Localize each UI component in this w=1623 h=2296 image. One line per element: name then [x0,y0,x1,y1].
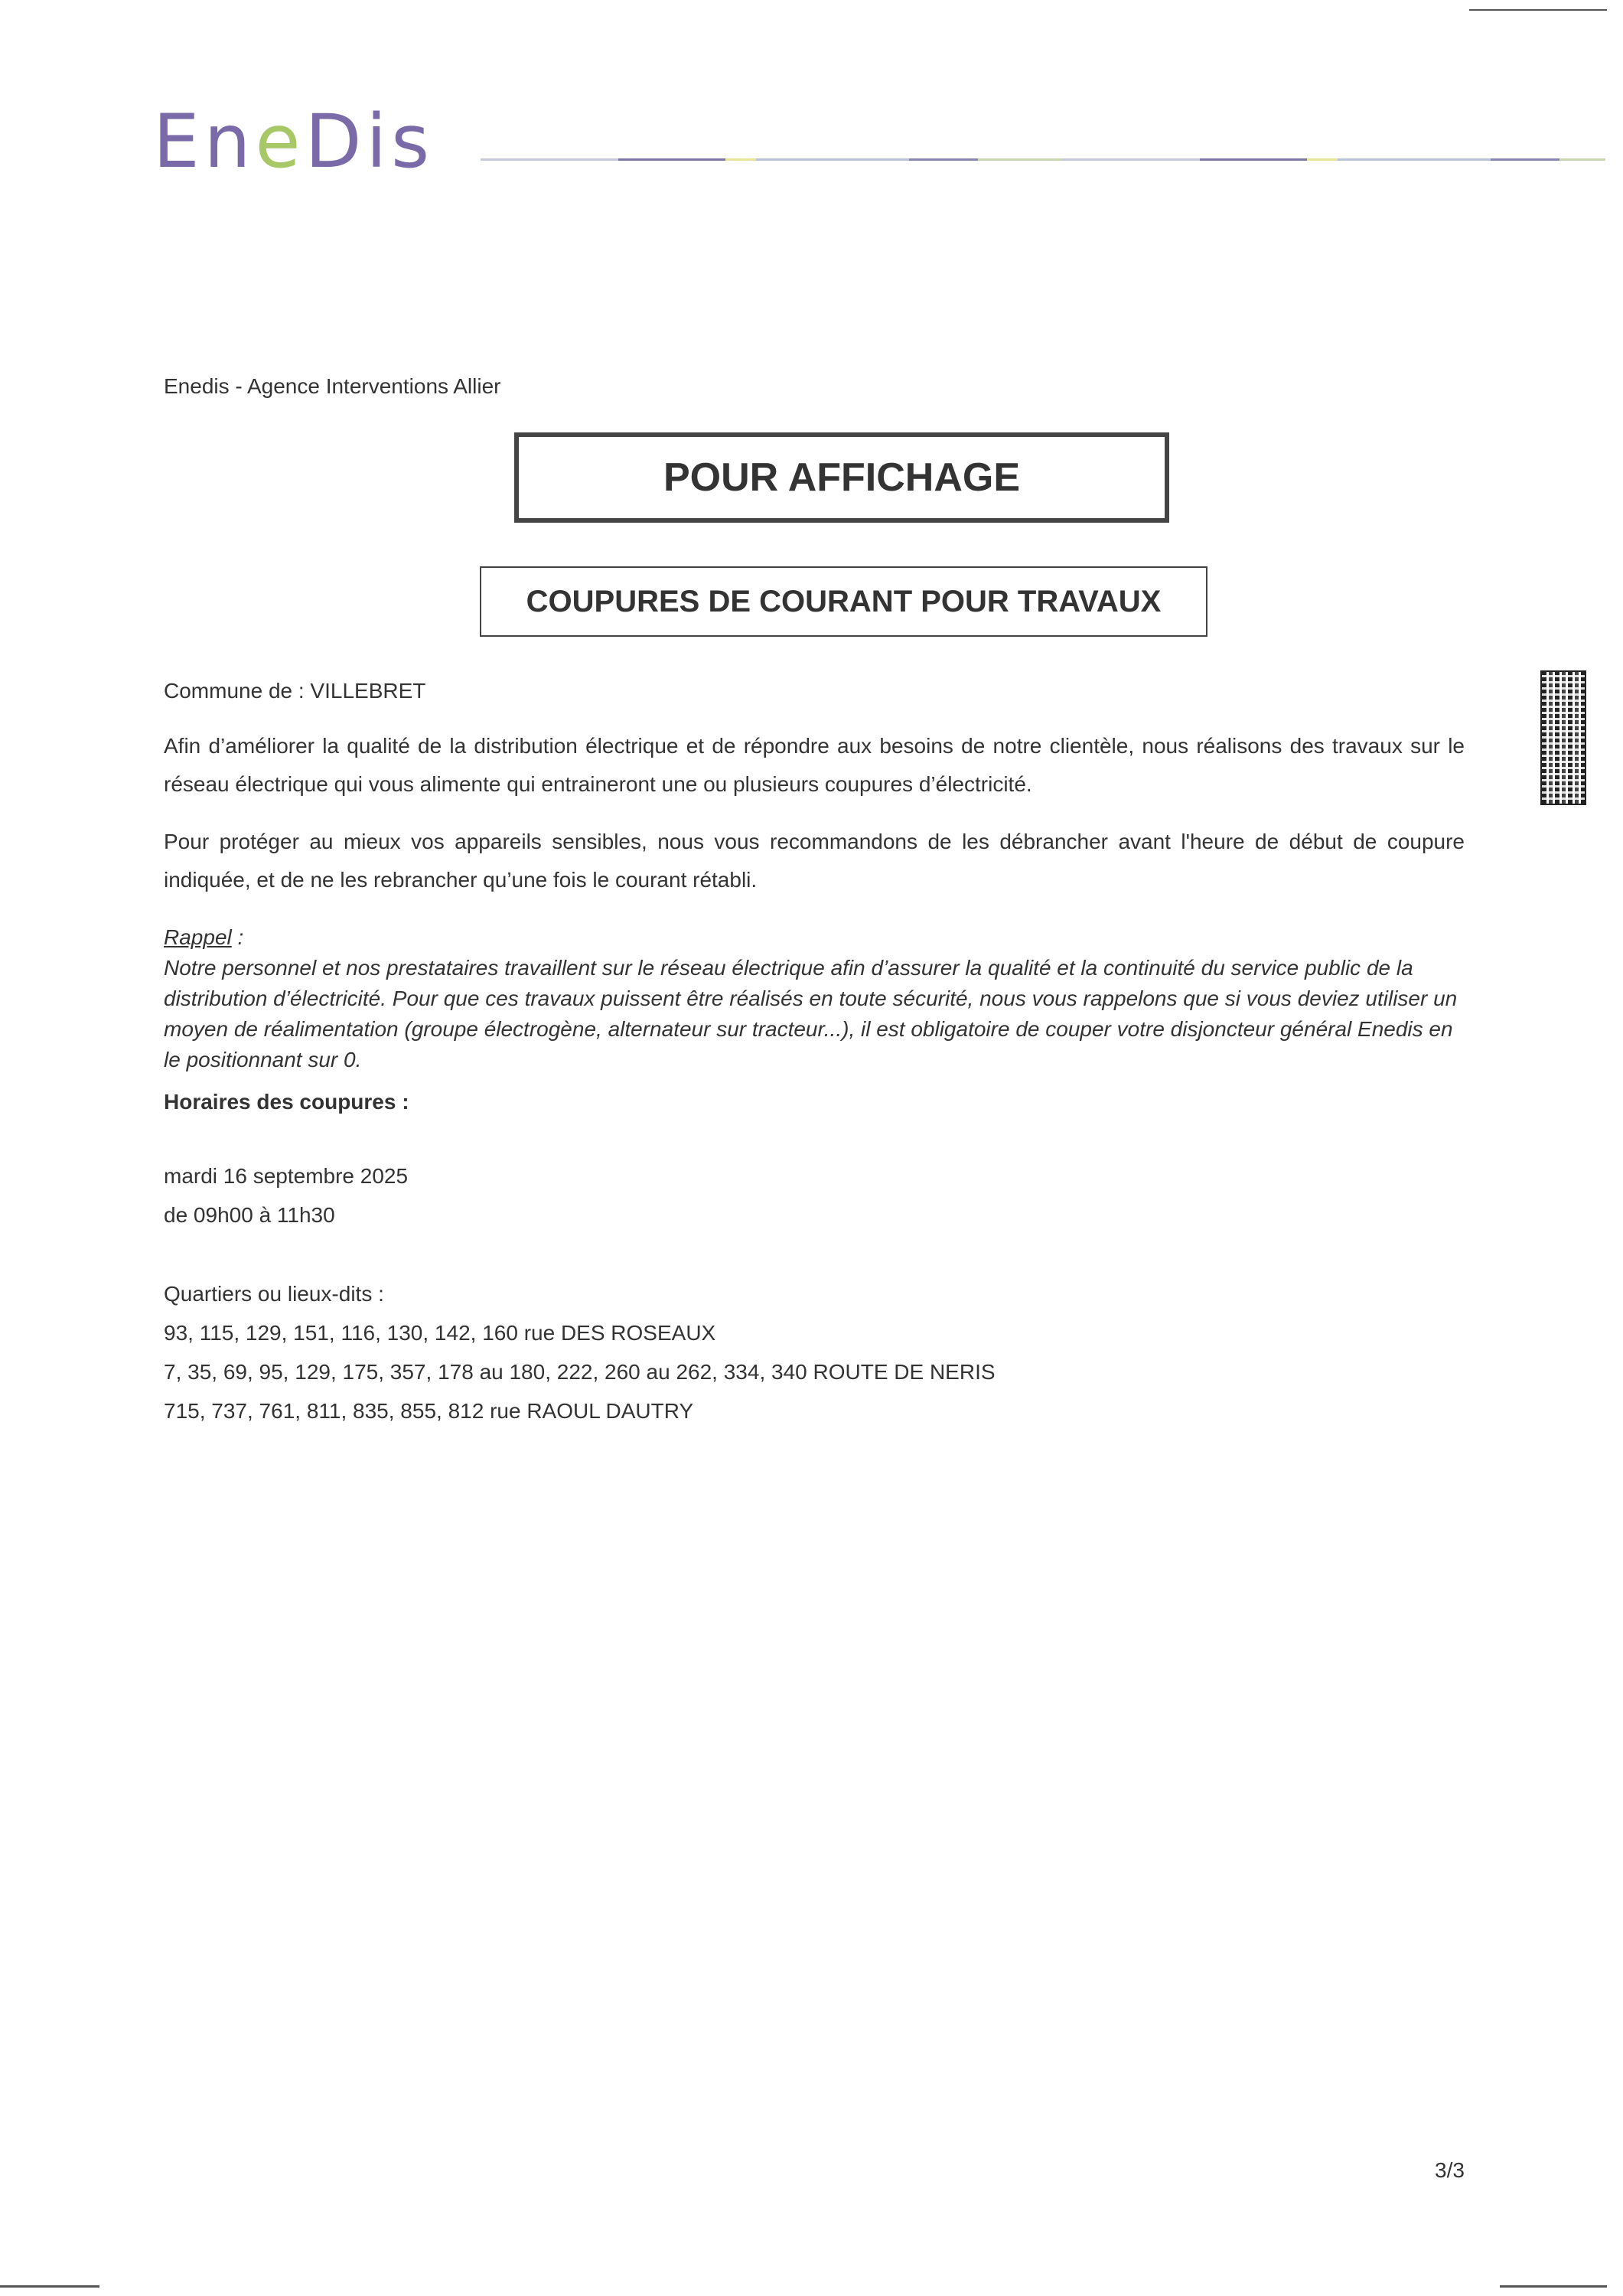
logo-part-1: En [153,99,256,184]
outage-date: mardi 16 septembre 2025 [164,1164,409,1188]
paragraph-2: Pour protéger au mieux vos appareils sensibles, nous vous recommandons de les débrancher avant l'heure de début de coupure indiquée, et de ne les rebrancher qu’une fois le courant rétabli. [164,830,1465,892]
commune: Commune de : VILLEBRET [164,679,426,703]
rappel-heading-suffix: : [231,925,244,949]
logo-part-2: e [255,99,305,184]
datamatrix-code [1540,670,1586,805]
horaires-heading: Horaires des coupures : [164,1090,409,1114]
subtitle-box: COUPURES DE COURANT POUR TRAVAUX [480,566,1207,637]
quartier-line: 93, 115, 129, 151, 116, 130, 142, 160 rue DES ROSEAUX [164,1321,716,1345]
title-box: POUR AFFICHAGE [514,432,1169,523]
quartiers-heading: Quartiers ou lieux-dits : [164,1282,384,1306]
agency-name: Enedis - Agence Interventions Allier [164,374,501,398]
page-number: 3/3 [1435,2158,1465,2182]
logo-part-3: Dis [305,99,435,184]
scan-edge-mark-bottom-right [1500,2285,1607,2288]
rappel-section [164,922,1465,1075]
rappel-body: Notre personnel et nos prestataires travaillent sur le réseau électrique afin d’assurer la qualité et la continuité du service public de la distribution d’électricité. Pour que ces travaux puissent être réalisés en toute sécurité, nous vous rappelons que si vous deviez utiliser un moyen de réalimentation (groupe électrogène, alternateur sur tracteur...), il est obligatoire de couper votre disjoncteur général Enedis en le positionnant sur 0. [164,956,1458,1071]
enedis-logo [153,99,435,184]
rappel-heading-line [164,922,1465,953]
rappel-heading: Rappel [164,925,232,949]
scan-edge-mark-bottom-left [0,2285,99,2288]
scan-edge-mark-top-right [1469,9,1607,11]
quartier-line: 7, 35, 69, 95, 129, 175, 357, 178 au 180, 222, 260 au 262, 334, 340 ROUTE DE NERIS [164,1360,996,1384]
outage-time: de 09h00 à 11h30 [164,1203,335,1227]
paragraph-1: Afin d’améliorer la qualité de la distribution électrique et de répondre aux besoins de notre clientèle, nous réalisons des travaux sur le réseau électrique qui vous alimente qui entraineront une ou plusieurs coupures d’électricité. [164,734,1465,796]
quartier-line: 715, 737, 761, 811, 835, 855, 812 rue RAOUL DAUTRY [164,1399,694,1423]
header-rule [481,158,1605,161]
